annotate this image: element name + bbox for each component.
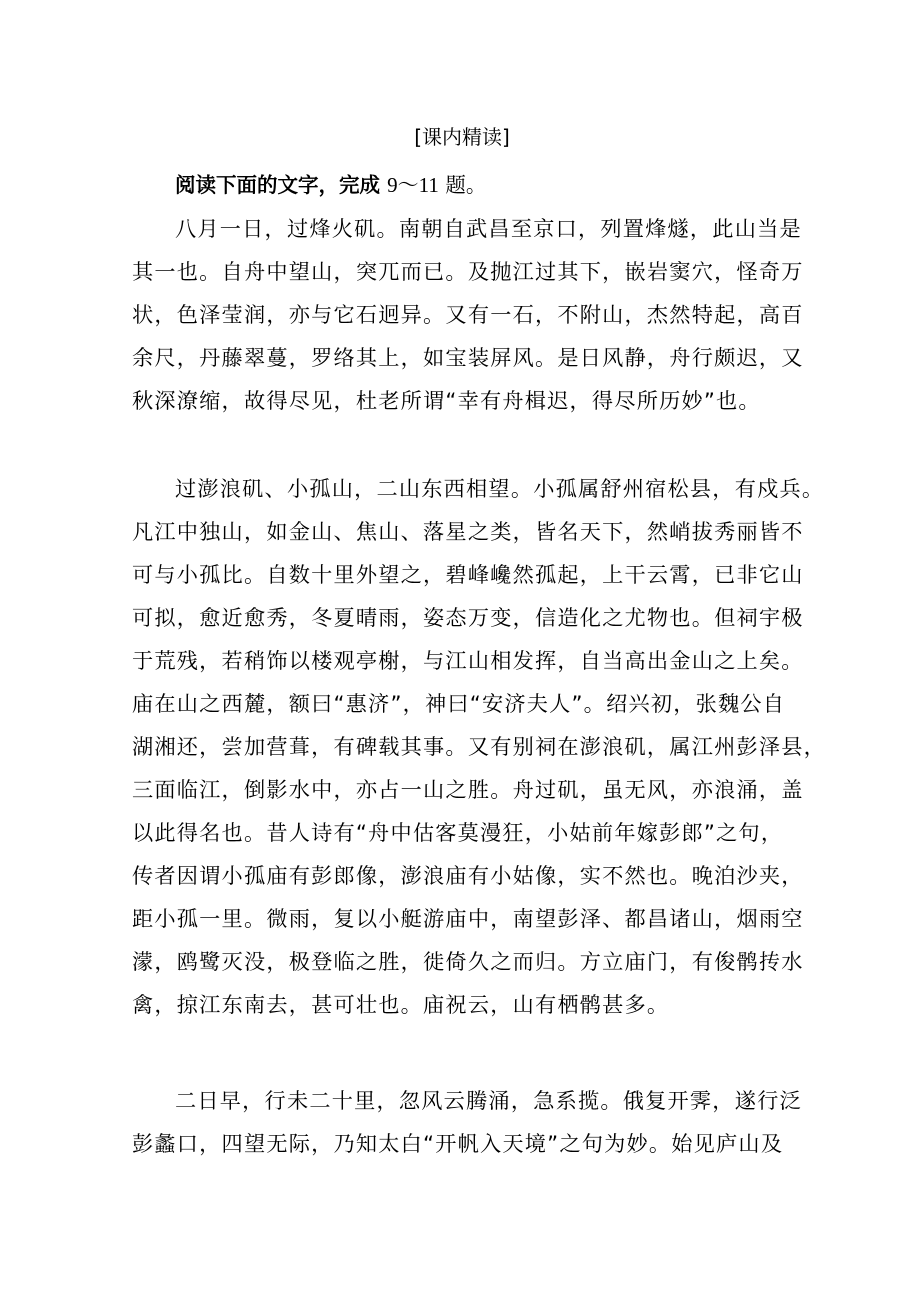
instruction-lead: 阅读下面的文字，完成 (175, 173, 388, 197)
text-line: 三面临江，倒影水中，亦占一山之胜。舟过矶，虽无风，亦浪涌，盖 (132, 777, 804, 802)
text-line: 彭蠡口，四望无际，乃知太白“开帆入天境”之句为妙。始见庐山及 (132, 1131, 784, 1156)
instruction (175, 170, 795, 200)
text-line: 禽，掠江东南去，甚可壮也。庙祝云，山有栖鹘甚多。 (132, 992, 670, 1017)
text-line: 庙在山之西麓，额曰“惠济”，神曰“安济夫人”。绍兴初，张魏公自 (132, 691, 786, 716)
text-line: 濛，鸥鹭灭没，极登临之胜，徙倚久之而归。方立庙门，有俊鹘抟水 (132, 949, 804, 974)
text-line: 过澎浪矶、小孤山，二山东西相望。小孤属舒州宿松县，有戍兵。 (175, 476, 825, 501)
text-line: 传者因谓小孤庙有彭郎像，澎浪庙有小姑像，实不然也。晚泊沙夹， (132, 863, 804, 888)
text-line: 可与小孤比。自数十里外望之，碧峰巉然孤起，上干云霄，已非它山 (132, 562, 804, 587)
section-title (132, 122, 792, 152)
text-line: 可拟，愈近愈秀，冬夏晴雨，姿态万变，信造化之尤物也。但祠宇极 (132, 605, 804, 630)
paragraph-1 (132, 207, 804, 422)
text-line: 于荒残，若稍饰以楼观亭榭，与江山相发挥，自当高出金山之上矣。 (132, 648, 804, 673)
text-line: 状，色泽莹润，亦与它石迥异。又有一石，不附山，杰然特起，高百 (132, 302, 804, 327)
instruction-tail: 题。 (438, 173, 487, 197)
paragraph-2 (132, 467, 827, 1026)
text-line: 余尺，丹藤翠蔓，罗络其上，如宝装屏风。是日风静，舟行颇迟，又 (132, 345, 804, 370)
paragraph-3 (132, 1079, 802, 1165)
text-line: 秋深潦缩，故得尽见，杜老所谓“幸有舟楫迟，得尽所历妙”也。 (132, 388, 761, 413)
text-line: 八月一日，过烽火矶。南朝自武昌至京口，列置烽燧，此山当是 (175, 216, 802, 241)
text-line: 以此得名也。昔人诗有“舟中估客莫漫狂，小姑前年嫁彭郎”之句， (132, 820, 784, 845)
text-line: 距小孤一里。微雨，复以小艇游庙中，南望彭泽、都昌诸山，烟雨空 (132, 906, 804, 931)
text-line: 其一也。自舟中望山，突兀而已。及抛江过其下，嵌岩窦穴，怪奇万 (132, 259, 804, 284)
text-line: 湖湘还，尝加营葺，有碑载其事。又有别祠在澎浪矶，属江州彭泽县， (132, 734, 827, 759)
text-line: 凡江中独山，如金山、焦山、落星之类，皆名天下，然峭拔秀丽皆不 (132, 519, 804, 544)
instruction-range: 9～11 (387, 173, 439, 197)
section-title-text: [课内精读] (414, 125, 510, 149)
text-line: 二日早，行未二十里，忽风云腾涌，急系揽。俄复开霁，遂行泛 (175, 1088, 802, 1113)
